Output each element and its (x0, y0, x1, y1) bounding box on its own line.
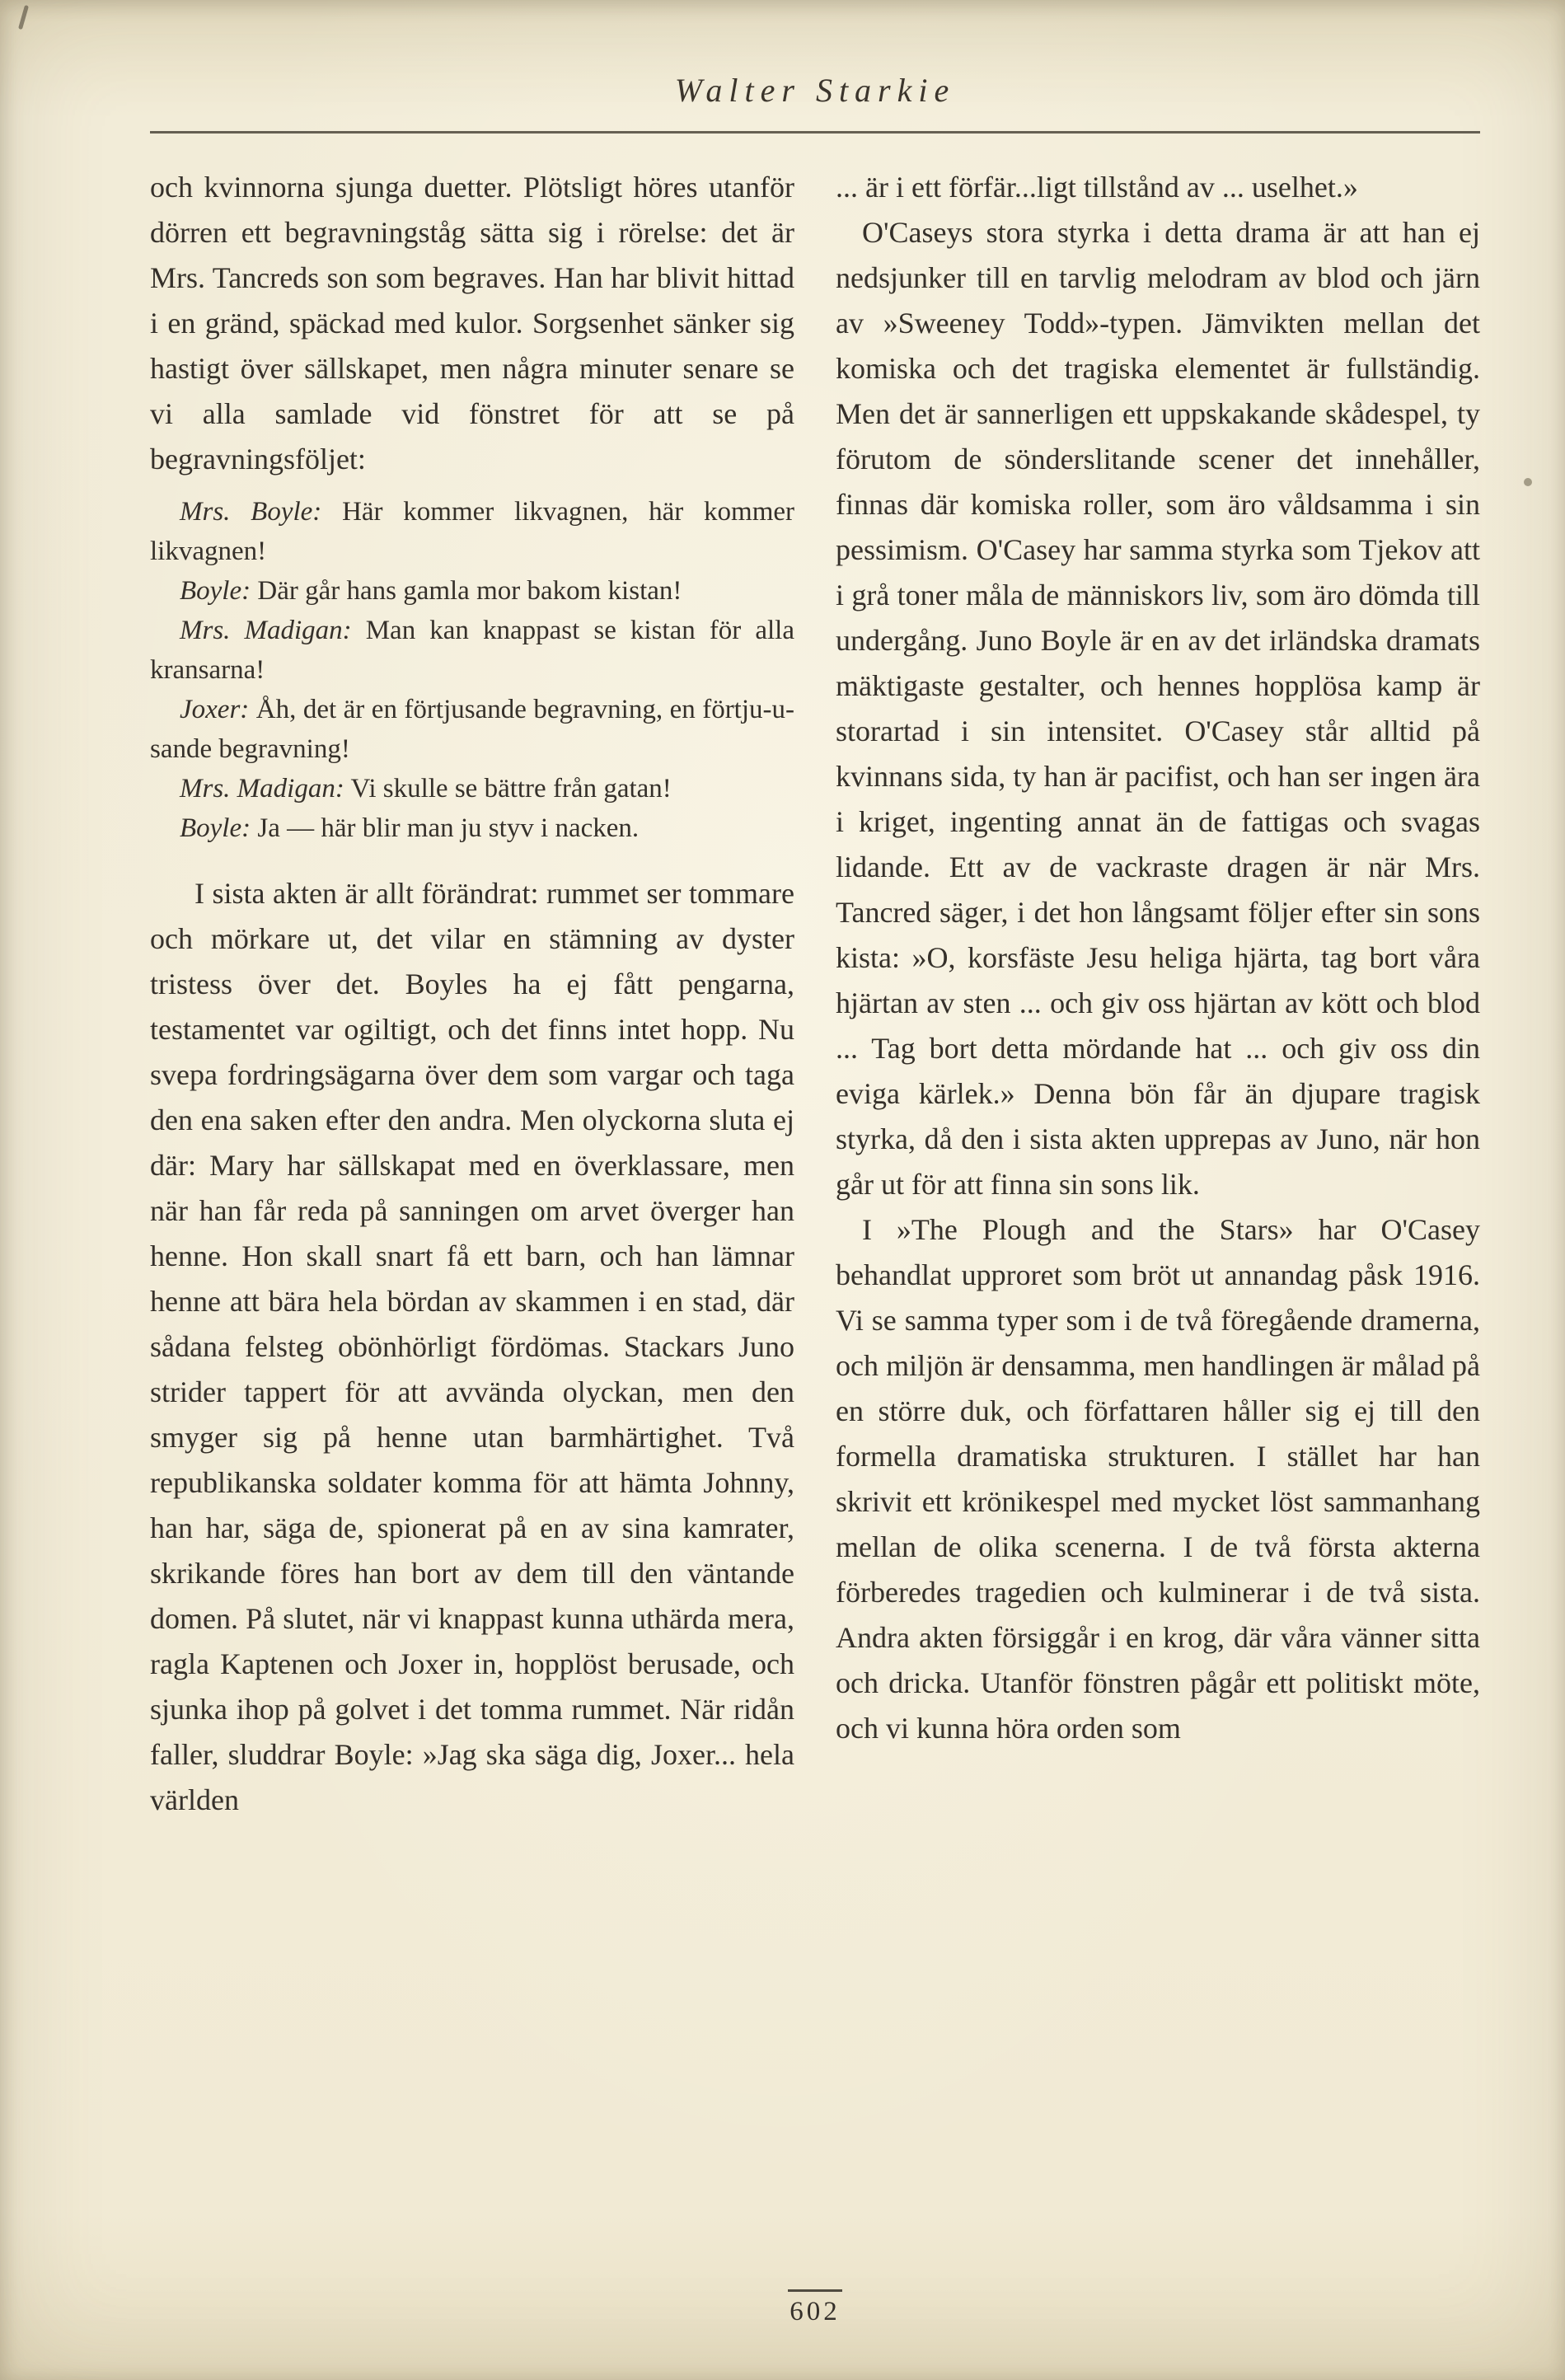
ink-speck-artifact (1524, 478, 1532, 486)
text-columns (150, 165, 1480, 1823)
paragraph-plough-and-stars: I »The Plough and the Stars» har O'Casey behandlat upproret som bröt ut annandag påsk 1916. Vi se samma typer som i de två föregående dramerna, och miljön är densamma, men handlingen är målad på en större duk, och författaren håller sig ej till den formella dramatiska strukturen. I stället har han skrivit ett krönikespel med mycket löst sammanhang mellan de olika scenerna. I de två första akterna förberedes tragedien och kulminerar i de två sista. Andra akten försiggår i en krog, där våra vänner sitta och dricka. Utanför fönstren pågår ett politiskt möte, och vi kunna höra orden som (836, 1213, 1480, 1745)
page-header (150, 0, 1480, 134)
paragraph-last-act: I sista akten är allt förändrat: rummet ser tommare och mörkare ut, det vilar en stämning av dyster tristess över det. Boyles ha ej fått pengarna, testamentet var ogiltigt, och det finns intet hopp. Nu svepa fordringsägarna över dem som vargar och taga den ena saken efter den andra. Men olyckorna sluta ej där: Mary har sällskapat med en överklassare, men när han får reda på sanningen om arvet överger han henne. Hon skall snart få ett barn, och han lämnar henne att bära hela bördan av skammen i en stad, där sådana felsteg obönhörligt fördömas. Stackars Juno strider tappert för att avvända olyckan, men den smyger sig på henne utan barmhärtighet. Två republikanska soldater komma för att hämta Johnny, han har, säga de, spionerat på en av sina kamrater, skrikande föres han bort av dem till den väntande domen. På slutet, när vi knappast kunna uthärda mera, ragla Kaptenen och Joxer in, hopplöst berusade, och sjunka ihop på golvet i det tomma rummet. När ridån faller, sluddrar Boyle: »Jag ska säga dig, Joxer... hela världen (150, 877, 794, 1816)
dialogue-text: Där går hans gamla mor bakom kistan! (257, 576, 682, 606)
dialogue-speaker: Mrs. Boyle: (180, 497, 322, 527)
dialogue-line (150, 571, 794, 611)
dialogue-line (150, 611, 794, 690)
dialogue-speaker: Joxer: (180, 695, 250, 724)
scan-mark-artifact (18, 5, 29, 30)
running-title: Walter Starkie (674, 72, 956, 109)
dialogue-line (150, 808, 794, 848)
dialogue-speaker: Mrs. Madigan: (180, 774, 344, 803)
dialogue-text: Vi skulle se bättre från gatan! (350, 774, 672, 803)
header-rule (150, 131, 1480, 134)
dialogue-line (150, 492, 794, 571)
dialogue-block (150, 492, 794, 848)
page-number-rule (788, 2289, 842, 2292)
left-column (150, 165, 794, 1823)
paragraph-continuation: ... är i ett förfär...ligt tillstånd av ... uselhet.» (836, 171, 1358, 204)
dialogue-speaker: Mrs. Madigan: (180, 616, 352, 645)
paragraph-ocasey-strength: O'Caseys stora styrka i detta drama är att han ej nedsjunker till en tarvlig melodram av blod och järn av »Sweeney Todd»-typen. Jämvikten mellan det komiska och det tragiska elementet är fullständig. Men det är sannerligen ett uppskakande skådespel, ty förutom de sönderslitande scener det innehåller, finnas där komiska roller, som äro våldsamma i sin pessimism. O'Casey har samma styrka som Tjekov att i grå toner måla de människors liv, som äro dömda till undergång. Juno Boyle är en av det irländska dramats mäktigaste gestalter, och hennes hopplösa kamp är storartad i sin intensitet. O'Casey står alltid på kvinnans sida, ty han är pacifist, och han ser ingen ära i kriget, ingenting annat än de fattigas och svagas lidande. Ett av de vackraste dragen är när Mrs. Tancred säger, i det hon långsamt följer efter sin sons kista: »O, korsfäste Jesu heliga hjärta, tag bort våra hjärtan av sten ... och giv oss hjärtan av kött och blod ... Tag bort detta mördande hat ... och giv oss din eviga kärlek.» Denna bön får än djupare tragisk styrka, då den i sista akten upprepas av Juno, när hon går ut för att finna sin sons lik. (836, 216, 1480, 1201)
dialogue-text: Ja — här blir man ju styv i nacken. (257, 813, 640, 843)
dialogue-line (150, 690, 794, 769)
dialogue-speaker: Boyle: (180, 813, 251, 843)
dialogue-line (150, 769, 794, 808)
page-number: 602 (790, 2297, 841, 2326)
dialogue-text: Här kommer likvagnen, här kommer likvagnen! (150, 497, 795, 566)
dialogue-text: Man kan knappast se kistan för alla kransarna! (150, 616, 794, 685)
dialogue-speaker: Boyle: (180, 576, 251, 606)
dialogue-text: Åh, det är en förtjusande begravning, en förtju-u-sande begravning! (150, 695, 795, 764)
paragraph-funeral-scene: och kvinnorna sjunga duetter. Plötsligt höres utanför dörren ett begravningståg sätta sig i rörelse: det är Mrs. Tancreds son som begraves. Han har blivit hittad i en gränd, späckad med kulor. Sorgsenhet sänker sig hastigt över sällskapet, men några minuter senare se vi alla samlade vid fönstret för att se på begravningsföljet: (150, 171, 794, 476)
right-column (836, 165, 1480, 1823)
page-footer (150, 2289, 1480, 2327)
